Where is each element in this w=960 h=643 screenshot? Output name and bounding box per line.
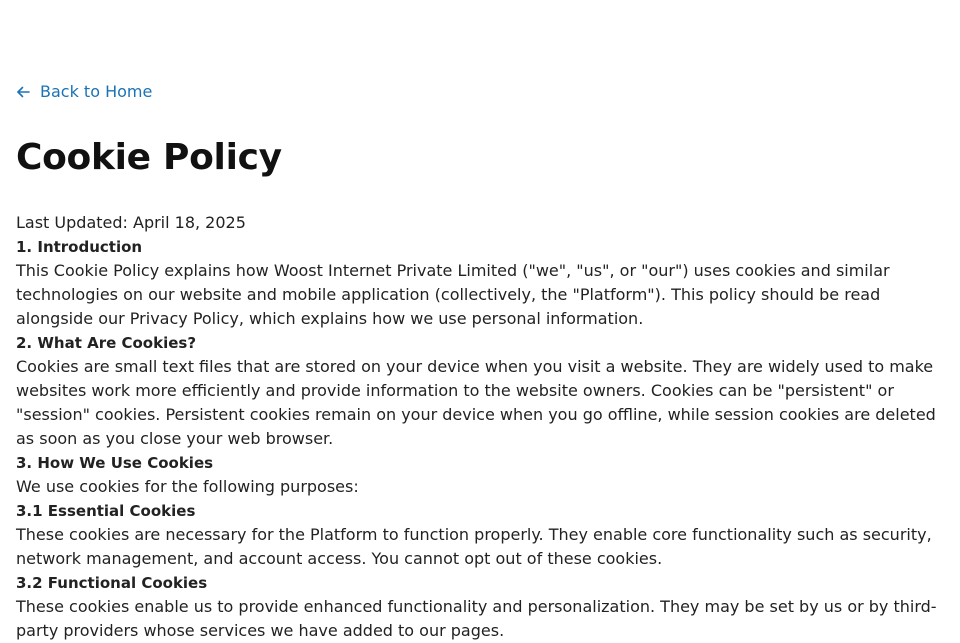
main-content (16, 78, 946, 643)
page-title: Cookie Policy (16, 137, 282, 178)
section-functional-cookies (16, 571, 946, 643)
section-introduction (16, 235, 946, 331)
section-what-are-cookies (16, 331, 946, 451)
arrow-left-icon (16, 85, 30, 99)
section-paragraph: These cookies are necessary for the Platform to function properly. They enable core functionality such as security, network management, and account access. You cannot opt out of these cookies. (16, 525, 932, 568)
top-bar (0, 0, 960, 56)
section-paragraph: This Cookie Policy explains how Woost Internet Private Limited ("we", "us", or "our") uses cookies and similar technologies on our website and mobile application (collectively, the "Platform"). This policy should be read alongside our Privacy Policy, which explains how we use personal information. (16, 261, 890, 328)
section-heading: 2. What Are Cookies? (16, 334, 197, 352)
back-link-label: Back to Home (40, 82, 153, 101)
back-to-home-link[interactable] (16, 78, 152, 106)
section-paragraph: Cookies are small text files that are stored on your device when you visit a website. They are widely used to make websites work more efficiently and provide information to the website owners. Cookies can be "persistent" or "session" cookies. Persistent cookies remain on your device when you go offline, while session cookies are deleted as soon as you close your web browser. (16, 357, 936, 448)
section-heading: 3.2 Functional Cookies (16, 574, 208, 592)
section-paragraph: We use cookies for the following purposes: (16, 477, 359, 496)
section-heading: 3. How We Use Cookies (16, 454, 214, 472)
section-how-we-use-cookies (16, 451, 946, 499)
section-heading: 3.1 Essential Cookies (16, 502, 196, 520)
section-essential-cookies (16, 499, 946, 571)
last-updated-text: Last Updated: April 18, 2025 (16, 213, 246, 232)
section-paragraph: These cookies enable us to provide enhanced functionality and personalization. They may be set by us or by third-party providers whose services we have added to our pages. (16, 597, 937, 640)
section-heading: 1. Introduction (16, 238, 143, 256)
